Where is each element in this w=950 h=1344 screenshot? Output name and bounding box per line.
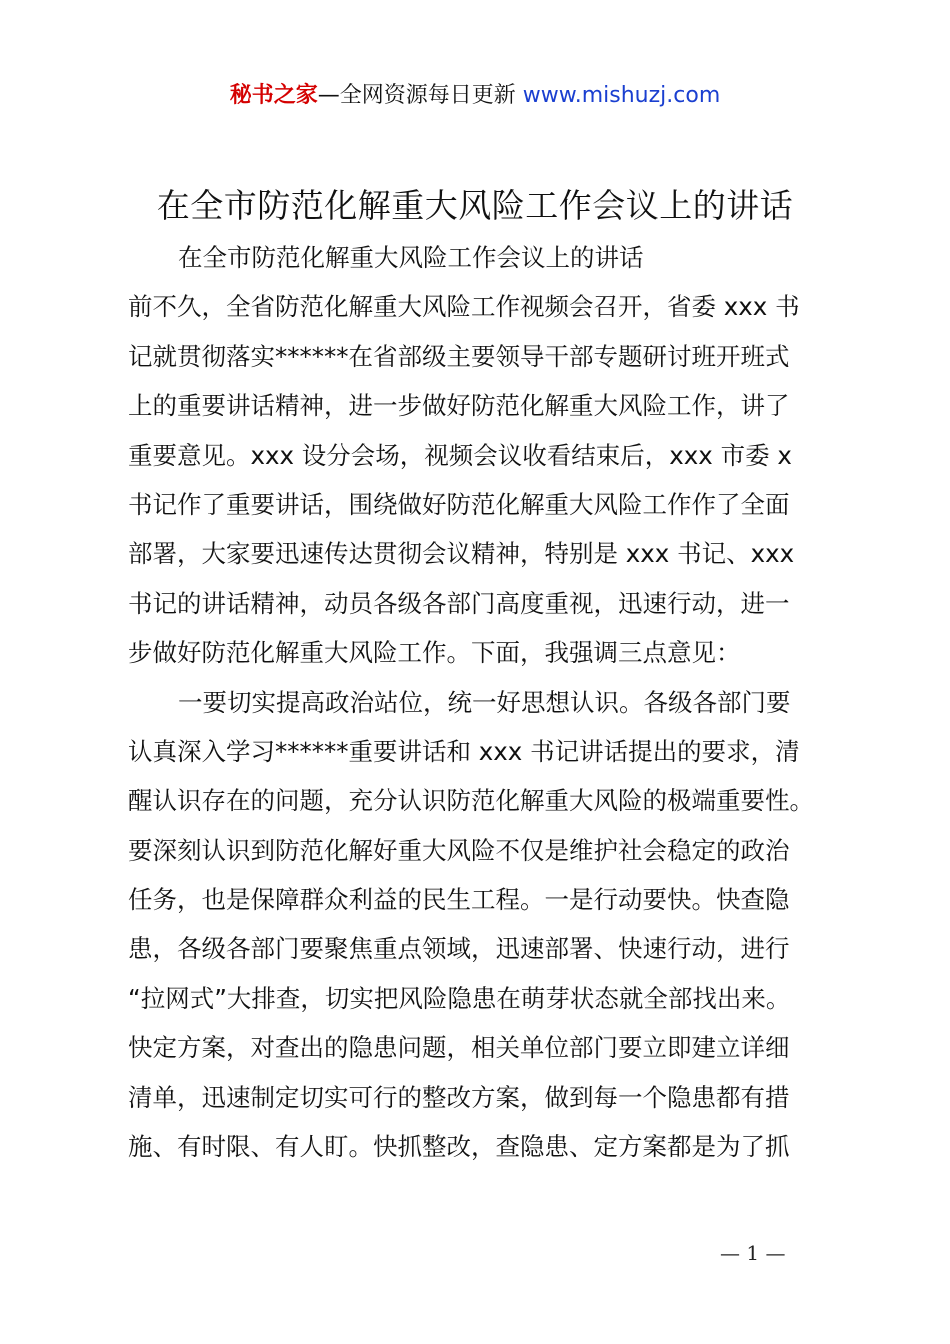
body-line: “拉网式”大排查，切实把风险隐患在萌芽状态就全部找出来。 (128, 983, 791, 1013)
body-line: 记就贯彻落实******在省部级主要领导干部专题研讨班开班式 (128, 341, 790, 371)
body-line: 任务，也是保障群众利益的民生工程。一是行动要快。快查隐 (128, 885, 790, 915)
page-number: — 1 — (720, 1241, 786, 1265)
body-line: 重要意见。xxx 设分会场，视频会议收看结束后，xxx 市委 x (128, 440, 792, 470)
document-title: 在全市防范化解重大风险工作会议上的讲话 (156, 186, 794, 225)
body-line: 部署，大家要迅速传达贯彻会议精神，特别是 xxx 书记、xxx (128, 539, 795, 569)
brand-name: 秘书之家 (229, 83, 318, 108)
body-line: 施、有时限、有人盯。快抓整改，查隐患、定方案都是为了抓 (128, 1132, 790, 1162)
body-line: 认真深入学习******重要讲话和 xxx 书记讲话提出的要求，清 (128, 736, 800, 766)
body-line: 上的重要讲话精神，进一步做好防范化解重大风险工作，讲了 (128, 391, 790, 421)
document-body (128, 233, 840, 1171)
site-url-link[interactable]: www.mishuzj.com (522, 83, 721, 108)
body-line: 书记作了重要讲话，围绕做好防范化解重大风险工作作了全面 (128, 489, 790, 519)
body-line: 清单，迅速制定切实可行的整改方案，做到每一个隐患都有措 (128, 1082, 790, 1112)
body-line: 书记的讲话精神，动员各级各部门高度重视，迅速行动，进一 (128, 588, 790, 618)
body-line: 醒认识存在的问题，充分认识防范化解重大风险的极端重要性。 (128, 786, 814, 816)
header-tagline: —全网资源每日更新 (317, 83, 516, 108)
body-line: 要深刻认识到防范化解好重大风险不仅是维护社会稳定的政治 (128, 835, 790, 865)
body-line: 步做好防范化解重大风险工作。下面，我强调三点意见： (128, 638, 741, 668)
body-line: 前不久，全省防范化解重大风险工作视频会召开，省委 xxx 书 (128, 292, 800, 322)
subtitle-line: 在全市防范化解重大风险工作会议上的讲话 (178, 243, 644, 272)
body-line: 快定方案，对查出的隐患问题，相关单位部门要立即建立详细 (128, 1033, 790, 1063)
body-line: 患，各级各部门要聚焦重点领域，迅速部署、快速行动，进行 (128, 934, 790, 964)
site-header (0, 80, 950, 112)
body-line: 一要切实提高政治站位，统一好思想认识。各级各部门要 (178, 687, 791, 717)
